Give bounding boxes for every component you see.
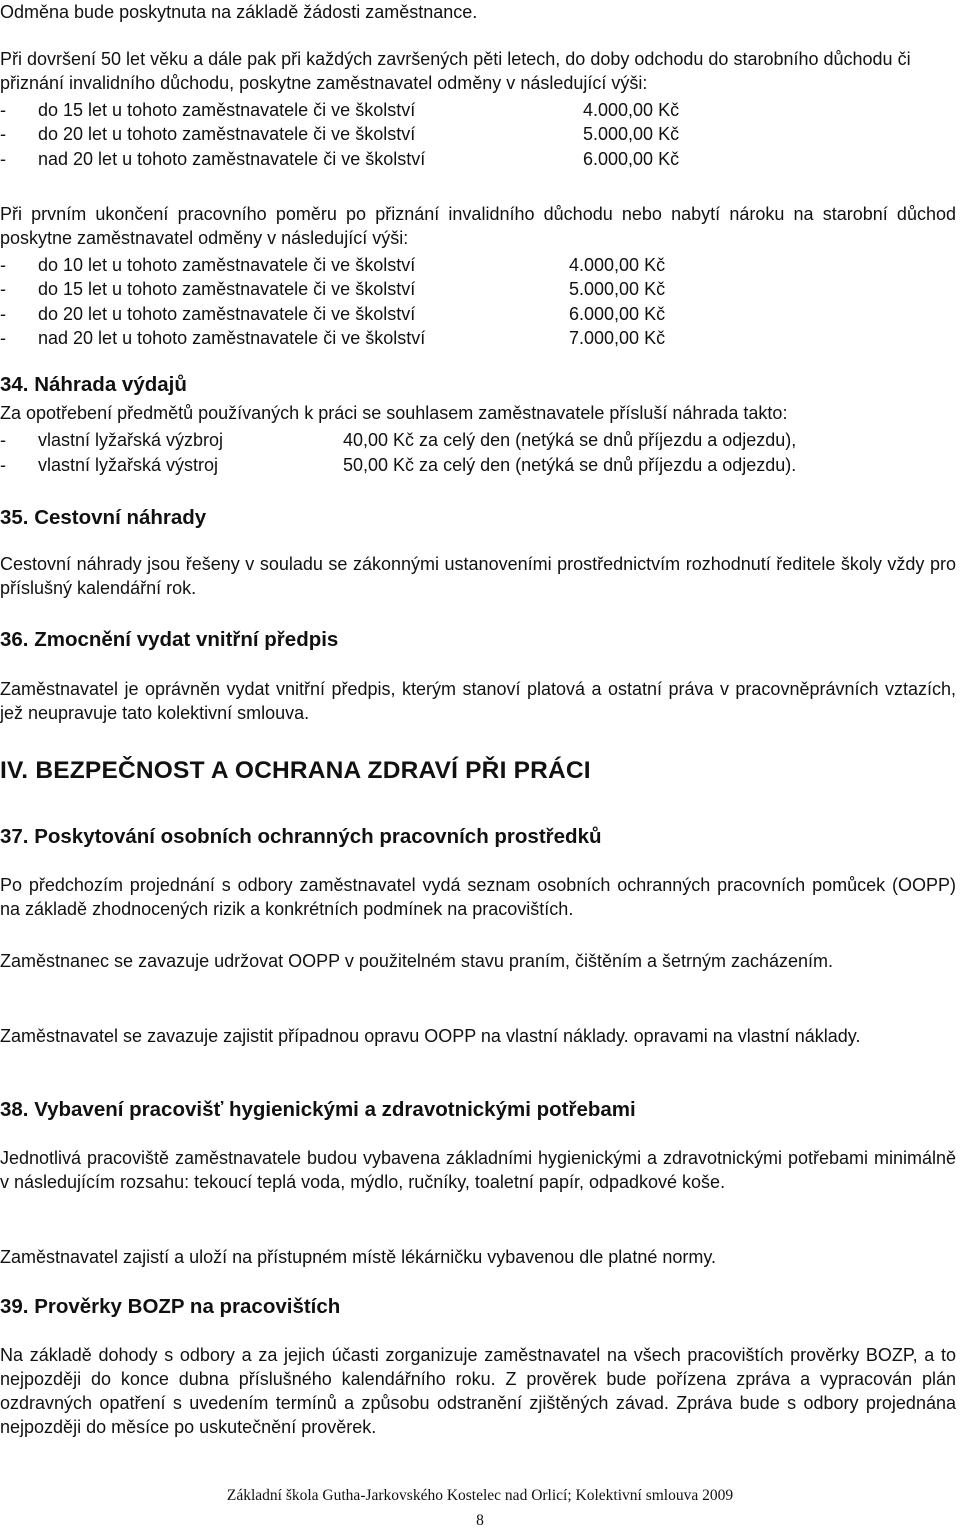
list-label: nad 20 let u tohoto zaměstnavatele či ve školství bbox=[38, 148, 426, 169]
section-38-heading: 38. Vybavení pracovišť hygienickými a zdravotnickými potřebami bbox=[0, 1098, 636, 1121]
termination-bonus-list bbox=[0, 253, 956, 350]
list-item bbox=[0, 122, 956, 146]
section-37-paragraph-1: Po předchozím projednání s odbory zaměstnavatel vydá seznam osobních ochranných pracovních pomůcek (OOPP) na základě zhodnocených rizik a konkrétních podmínek na pracovištích. bbox=[0, 875, 956, 919]
expense-compensation-list bbox=[0, 428, 956, 478]
section-37-heading: 37. Poskytování osobních ochranných pracovních prostředků bbox=[0, 825, 602, 848]
list-amount: 6.000,00 Kč bbox=[569, 303, 666, 324]
list-item bbox=[0, 428, 956, 453]
list-label: vlastní lyžařská výstroj bbox=[38, 455, 219, 475]
section-36-paragraph: Zaměstnavatel je oprávněn vydat vnitřní předpis, kterým stanoví platová a ostatní práva v pracovněprávních vztazích, jež neupravuje tato kolektivní smlouva. bbox=[0, 679, 956, 723]
list-dash: - bbox=[0, 455, 6, 475]
list-label: nad 20 let u tohoto zaměstnavatele či ve školství bbox=[38, 327, 426, 348]
list-amount: 5.000,00 Kč bbox=[569, 279, 666, 300]
list-label: do 20 let u tohoto zaměstnavatele či ve školství bbox=[38, 303, 416, 324]
list-dash: - bbox=[0, 279, 6, 300]
list-dash: - bbox=[0, 255, 6, 275]
section-34-heading: 34. Náhrada výdajů bbox=[0, 373, 187, 396]
list-dash: - bbox=[0, 430, 6, 450]
list-item bbox=[0, 98, 956, 122]
list-dash: - bbox=[0, 303, 6, 324]
list-amount: 4.000,00 Kč bbox=[569, 255, 666, 275]
list-item bbox=[0, 253, 956, 277]
list-dash: - bbox=[0, 124, 6, 145]
jubilee-bonus-paragraph: Při dovršení 50 let věku a dále pak při každých završených pěti letech, do doby odchodu do starobního důchodu či přiznání invalidního důchodu, poskytne zaměstnavatel odměny v následující výši: bbox=[0, 49, 911, 93]
section-38-paragraph-2: Zaměstnavatel zajistí a uloží na přístupném místě lékárničku vybavenou dle platné normy. bbox=[0, 1247, 717, 1267]
list-item bbox=[0, 147, 956, 171]
list-amount: 4.000,00 Kč bbox=[583, 100, 680, 120]
termination-bonus-paragraph: Při prvním ukončení pracovního poměru po přiznání invalidního důchodu nebo nabytí nároku na starobní důchod poskytne zaměstnavatel odměny v následující výši: bbox=[0, 204, 956, 248]
page-footer: Základní škola Gutha-Jarkovského Kostelec nad Orlicí; Kolektivní smlouva 2009 bbox=[226, 1487, 734, 1504]
list-label: do 15 let u tohoto zaměstnavatele či ve školství bbox=[38, 279, 416, 300]
list-amount: 40,00 Kč za celý den (netýká se dnů příjezdu a odjezdu), bbox=[343, 430, 797, 450]
list-label: do 15 let u tohoto zaměstnavatele či ve školství bbox=[38, 100, 416, 120]
section-39-paragraph: Na základě dohody s odbory a za jejich účasti zorganizuje zaměstnavatel na všech pracovištích prověrky BOZP, a to nejpozději do konce dubna příslušného kalendářního roku. Z prověrek bude pořízena zpráva a vypracován plán ozdravných opatření s uvedením termínů a způsobu odstranění zjištěných závad. Zpráva bude s odbory projednána nejpozději do měsíce po uskutečnění prověrek. bbox=[0, 1345, 956, 1437]
section-37-paragraph-2: Zaměstnanec se zavazuje udržovat OOPP v použitelném stavu praním, čištěním a šetrným zacházením. bbox=[0, 951, 834, 971]
list-item bbox=[0, 277, 956, 301]
list-label: do 10 let u tohoto zaměstnavatele či ve školství bbox=[38, 255, 416, 275]
list-item bbox=[0, 326, 956, 350]
jubilee-bonus-list bbox=[0, 98, 956, 171]
list-amount: 5.000,00 Kč bbox=[583, 124, 680, 145]
section-35-paragraph: Cestovní náhrady jsou řešeny v souladu se zákonnými ustanoveními prostřednictvím rozhodnutí ředitele školy vždy pro příslušný kalendářní rok. bbox=[0, 554, 956, 598]
page-number: 8 bbox=[476, 1512, 484, 1529]
list-dash: - bbox=[0, 327, 6, 348]
section-39-heading: 39. Prověrky BOZP na pracovištích bbox=[0, 1295, 341, 1318]
list-item bbox=[0, 453, 956, 478]
list-dash: - bbox=[0, 148, 6, 169]
list-amount: 50,00 Kč za celý den (netýká se dnů příjezdu a odjezdu). bbox=[343, 455, 797, 475]
section-38-paragraph-1: Jednotlivá pracoviště zaměstnavatele budou vybavena základními hygienickými a zdravotnickými potřebami minimálně v následujícím rozsahu: tekoucí teplá voda, mýdlo, ručníky, toaletní papír, odpadkové koše. bbox=[0, 1148, 956, 1192]
list-label: vlastní lyžařská výzbroj bbox=[38, 430, 224, 450]
intro-sentence: Odměna bude poskytnuta na základě žádosti zaměstnance. bbox=[0, 2, 478, 22]
section-37-paragraph-3: Zaměstnavatel se zavazuje zajistit případnou opravu OOPP na vlastní náklady. opravami na vlastní náklady. bbox=[0, 1026, 861, 1046]
list-dash: - bbox=[0, 100, 6, 120]
list-amount: 6.000,00 Kč bbox=[583, 148, 680, 169]
section-36-heading: 36. Zmocnění vydat vnitřní předpis bbox=[0, 628, 339, 651]
list-item bbox=[0, 302, 956, 326]
list-amount: 7.000,00 Kč bbox=[569, 327, 666, 348]
chapter-iv-heading: IV. BEZPEČNOST A OCHRANA ZDRAVÍ PŘI PRÁCI bbox=[0, 757, 591, 784]
section-35-heading: 35. Cestovní náhrady bbox=[0, 506, 207, 529]
list-label: do 20 let u tohoto zaměstnavatele či ve školství bbox=[38, 124, 416, 145]
section-34-paragraph: Za opotřebení předmětů používaných k práci se souhlasem zaměstnavatele přísluší náhrada takto: bbox=[0, 403, 788, 423]
